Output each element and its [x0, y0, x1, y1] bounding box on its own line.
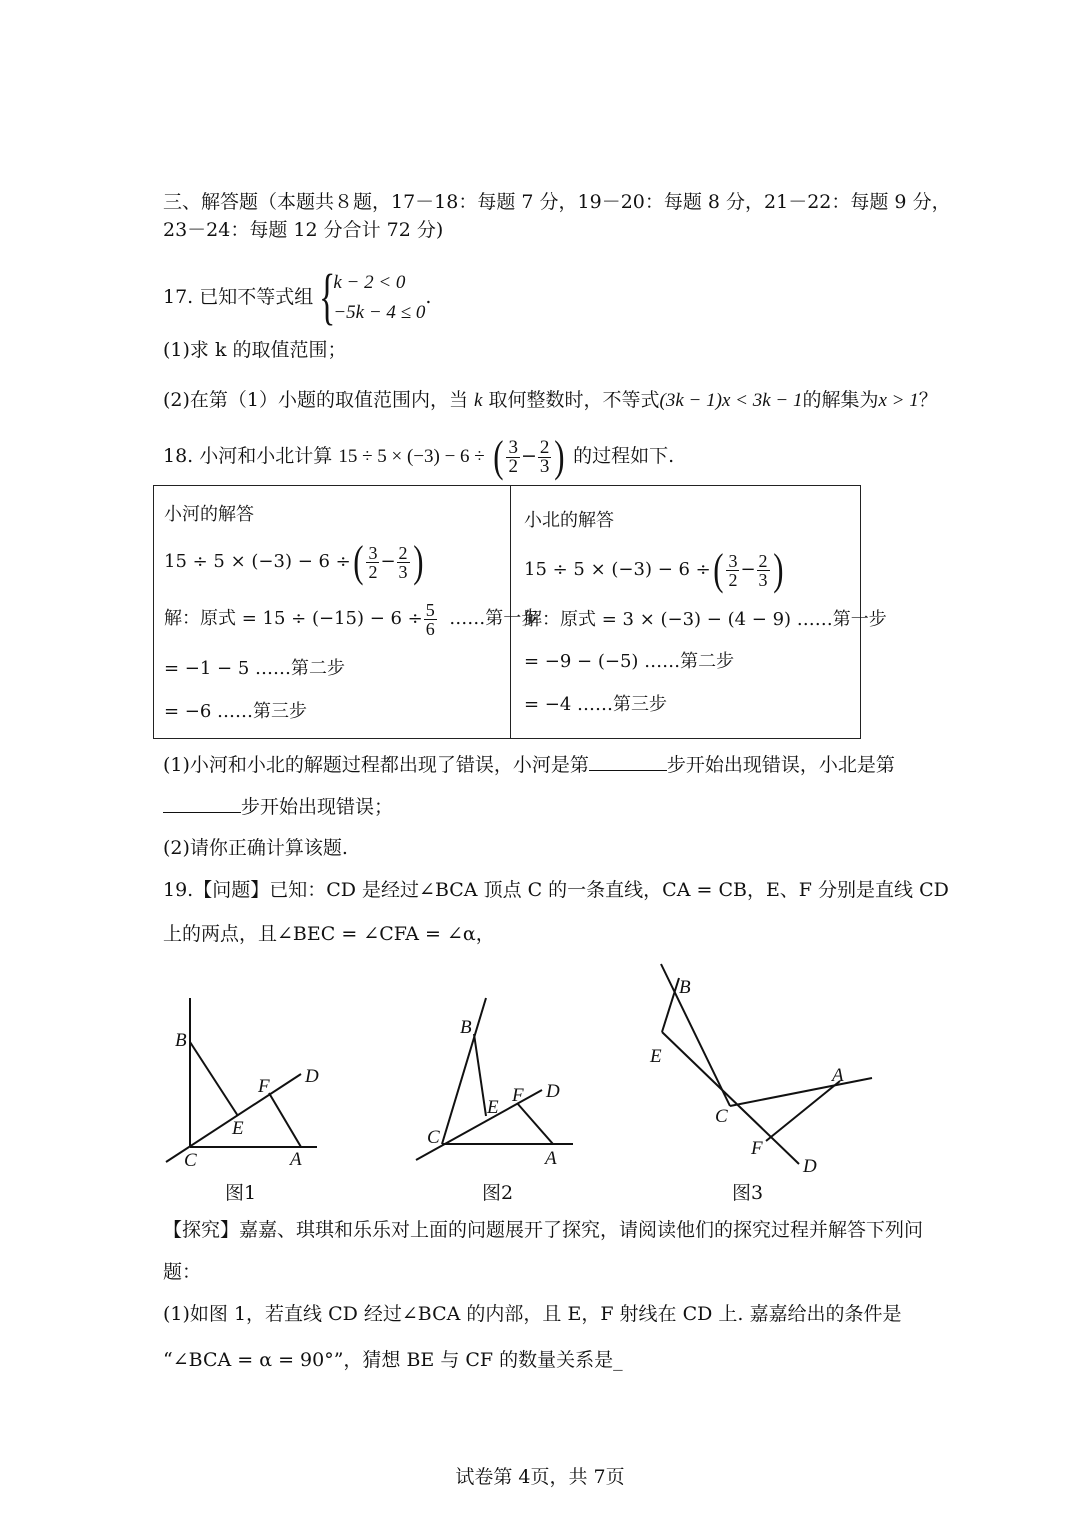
- q17-intro: 已知不等式组: [199, 286, 314, 308]
- fig1-label-e: E: [232, 1118, 244, 1139]
- q18-after: 的过程如下.: [573, 445, 675, 467]
- q17-part2-q: ？: [918, 389, 938, 411]
- fig1-label-a: A: [290, 1149, 302, 1170]
- geometry-figures: [0, 950, 1080, 1210]
- fig1-label-c: C: [184, 1150, 197, 1171]
- right-step1: 解：原式 = 3 × (−3) − (4 − 9) ……第一步: [524, 609, 887, 630]
- q17-end: .: [425, 286, 432, 308]
- fig2-line-be: [474, 1034, 486, 1116]
- q19-part1-line2: “∠BCA = α = 90°”，猜想 BE 与 CF 的数量关系是_: [163, 1349, 623, 1371]
- left-step1: 解：原式 = 15 ÷ (−15) − 6 ÷ $\frac{5}{6}$ ……第一步: [164, 599, 540, 639]
- q19-explore-line1: 【探究】嘉嘉、琪琪和乐乐对上面的问题展开了探究，请阅读他们的探究过程并解答下列问: [163, 1219, 924, 1241]
- fig1-line-fa: [269, 1093, 301, 1147]
- q19-part1-line1: (1)如图 1，若直线 CD 经过∠BCA 的内部，且 E，F 射线在 CD 上. 嘉嘉给出的条件是: [163, 1303, 902, 1325]
- left-step2: = −1 − 5 ……第二步: [164, 658, 346, 679]
- left-title: 小河的解答: [164, 504, 254, 525]
- q18-number: 18.: [163, 445, 194, 467]
- fig1-line-be: [190, 1042, 238, 1116]
- q17-part2: [163, 386, 938, 415]
- fig3-line-fa: [766, 1081, 840, 1141]
- fig2-label-b: B: [460, 1017, 472, 1038]
- figure-2-caption: 图2: [482, 1182, 514, 1204]
- fig3-line-ed: [662, 1032, 799, 1164]
- q19-explore-line2: 题：: [163, 1261, 202, 1283]
- q17-part2-k: k: [474, 390, 483, 411]
- q17-part1: (1)求 k 的取值范围；: [163, 339, 347, 361]
- fig3-line-be: [662, 978, 679, 1032]
- fig2-label-a: A: [545, 1148, 557, 1169]
- q17-stem: [163, 263, 432, 331]
- q17-part2-a: (2)在第（1）小题的取值范围内，当: [163, 389, 475, 411]
- q17-inequality-1: k − 2 < 0: [333, 272, 406, 293]
- q17-part2-c: 的解集为: [802, 389, 879, 411]
- figure-3-caption: 图3: [732, 1182, 764, 1204]
- fig2-label-f: F: [512, 1085, 524, 1106]
- fig3-line-ca: [730, 1078, 872, 1106]
- q17-number: 17.: [163, 286, 194, 308]
- q18-part1-line1: (1)小河和小北的解题过程都出现了错误，小河是第 步开始出现错误，小北是第: [163, 750, 895, 779]
- fig3-label-b: B: [679, 977, 691, 998]
- section-heading-line1: 三、解答题（本题共８题，17－18：每题 7 分，19－20：每题 8 分，21－22：每题 9 分，: [163, 191, 951, 213]
- section-heading-line2: 23－24：每题 12 分合计 72 分): [163, 219, 444, 241]
- left-expression: 15 ÷ 5 × (−3) − 6 ÷( $\frac{3}{2}$ − $\frac{2}{3}$ ): [164, 537, 423, 586]
- fig3-label-f: F: [751, 1138, 763, 1159]
- fig2-label-d: D: [546, 1081, 560, 1102]
- fig2-line-fa: [517, 1103, 553, 1144]
- figure-1-caption: 图1: [225, 1182, 257, 1204]
- q19-line1: 19.【问题】已知：CD 是经过∠BCA 顶点 C 的一条直线，CA = CB，E、F 分别是直线 CD: [163, 879, 949, 901]
- fig1-label-b: B: [175, 1030, 187, 1051]
- right-expression: 15 ÷ 5 × (−3) − 6 ÷( $\frac{3}{2}$ − $\frac{2}{3}$ ): [524, 545, 783, 594]
- q18-part2: (2)请你正确计算该题.: [163, 837, 348, 859]
- q18-stem: 18. 小河和小北计算 15 ÷ 5 × (−3) − 6 ÷ ( $\frac{3}{2}$ − $\frac{2}{3}$ ) 的过程如下.: [163, 432, 675, 481]
- q17-part2-b: 取何整数时，不等式: [482, 389, 660, 411]
- q18-part1-line2: 步开始出现错误；: [163, 792, 393, 821]
- answer-blank-1[interactable]: [589, 750, 667, 771]
- figure-3: [661, 964, 872, 1164]
- fig3-line-bc: [661, 964, 730, 1106]
- solutions-table: [153, 485, 887, 739]
- page-footer: 试卷第 4页，共 7页: [455, 1466, 625, 1488]
- fig3-label-e: E: [650, 1046, 662, 1067]
- right-step2: = −9 − (−5) ……第二步: [524, 651, 735, 672]
- q18-expression: 15 ÷ 5 × (−3) − 6 ÷: [338, 446, 485, 467]
- fig3-label-d: D: [803, 1156, 817, 1177]
- q17-part2-inequality: (3k − 1)x < 3k − 1: [659, 390, 803, 411]
- q17-inequality-2: −5k − 4 ≤ 0: [333, 302, 426, 323]
- q18-intro: 小河和小北计算: [199, 445, 333, 467]
- q17-inequality-system: { k − 2 < 0 −5k − 4 ≤ 0: [319, 263, 426, 331]
- q17-part2-solution: x > 1: [878, 390, 919, 411]
- fig3-label-c: C: [715, 1106, 728, 1127]
- fig1-label-d: D: [305, 1066, 319, 1087]
- fig1-label-f: F: [258, 1076, 270, 1097]
- right-step3: = −4 ……第三步: [524, 694, 668, 715]
- fig2-label-e: E: [487, 1097, 499, 1118]
- left-step3: = −6 ……第三步: [164, 701, 308, 722]
- right-title: 小北的解答: [524, 510, 614, 531]
- fig2-label-c: C: [427, 1127, 440, 1148]
- answer-blank-2[interactable]: [163, 792, 241, 813]
- q19-line2: 上的两点，且∠BEC = ∠CFA = ∠α，: [163, 923, 495, 945]
- fig3-label-a: A: [832, 1065, 844, 1086]
